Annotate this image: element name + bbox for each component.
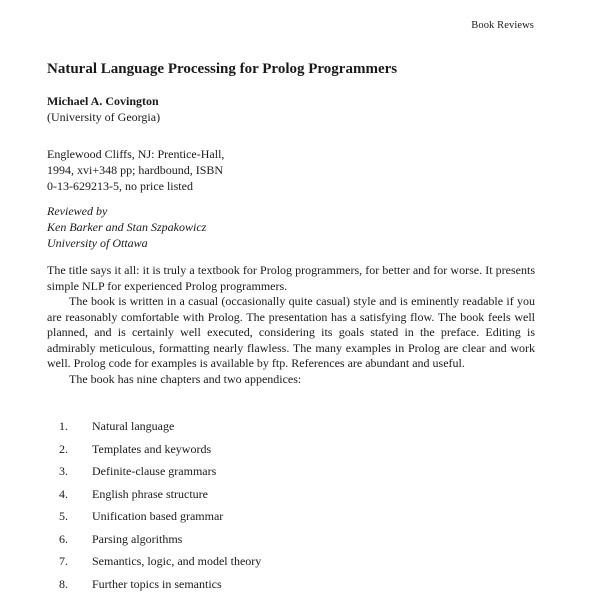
chapter-title: English phrase structure	[92, 486, 208, 501]
chapter-title: Further topics in semantics	[92, 576, 222, 591]
chapter-number: 8.	[59, 576, 68, 591]
reviewed-by-label: Reviewed by	[47, 204, 108, 218]
chapter-title: Definite-clause grammars	[92, 464, 217, 478]
chapter-number: 5.	[59, 509, 68, 523]
reviewer-names: Ken Barker and Stan Szpakowicz	[47, 220, 207, 234]
chapter-number: 3.	[59, 464, 68, 478]
chapter-number: 6.	[59, 531, 68, 546]
chapter-title: Natural language	[92, 419, 175, 433]
chapter-number: 2.	[59, 441, 68, 456]
book-title: Natural Language Processing for Prolog Programmers	[47, 61, 398, 77]
chapter-number: 4.	[59, 486, 68, 501]
paragraph-2: The book is written in a casual (occasionally quite casual) style and is eminently readable if you are reasonably comfortable with Prolog. The presentation has a satisfying flow. The book feels well planned, and is certainly well executed, considering its goals stated in the preface. Editing is admirably meticulous, formatting nearly flawless. The many examples in Prolog are clear and work well. Prolog code for examples is available by ftp. References are abundant and useful.	[47, 294, 535, 370]
chapter-title: Unification based grammar	[92, 509, 224, 523]
author-affiliation: (University of Georgia)	[47, 110, 161, 124]
chapter-title: Templates and keywords	[92, 441, 212, 456]
paragraph-3: The book has nine chapters and two appendices:	[69, 371, 302, 386]
paragraph-1: The title says it all: it is truly a textbook for Prolog programmers, for better and for worse. It presents simple NLP for experienced Prolog programmers.	[47, 263, 535, 293]
author-block	[47, 93, 160, 125]
publication-line-3: 0-13-629213-5, no price listed	[47, 179, 193, 193]
reviewer-institution: University of Ottawa	[47, 236, 148, 250]
publication-line-1: Englewood Cliffs, NJ: Prentice-Hall,	[47, 147, 225, 161]
chapter-number: 1.	[59, 419, 68, 433]
publication-details	[47, 146, 224, 194]
author-name: Michael A. Covington	[47, 94, 159, 108]
chapter-number: 7.	[59, 554, 68, 568]
chapter-title: Semantics, logic, and model theory	[92, 554, 262, 568]
reviewer-block	[47, 203, 206, 251]
chapter-title: Parsing algorithms	[92, 531, 183, 546]
review-body	[47, 263, 535, 387]
running-head: Book Reviews	[471, 20, 534, 31]
publication-line-2: 1994, xvi+348 pp; hardbound, ISBN	[47, 163, 224, 177]
